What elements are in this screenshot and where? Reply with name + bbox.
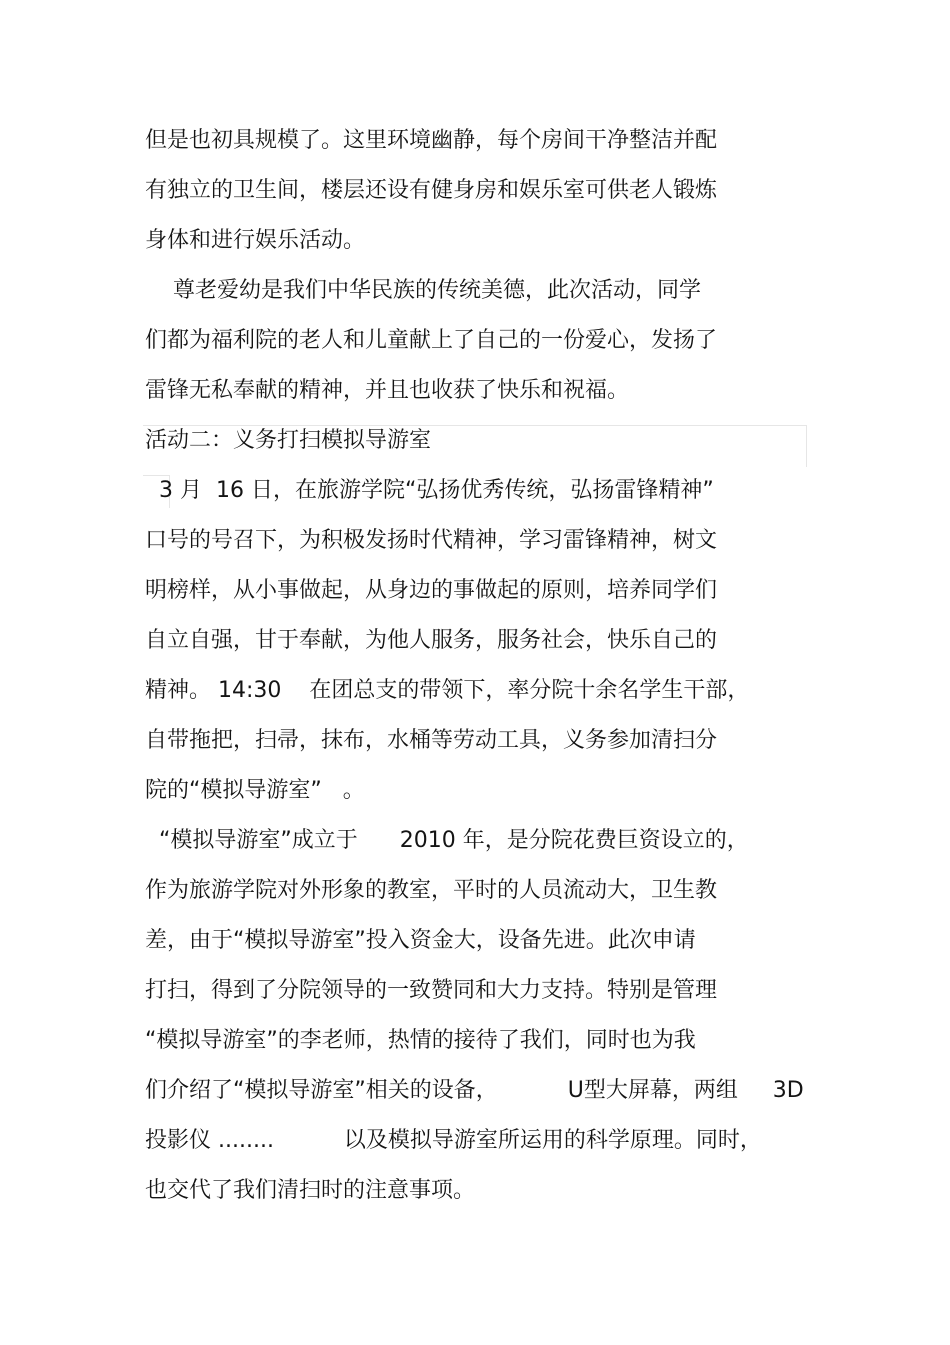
paragraph-4-line-6: 们介绍了“模拟导游室”相关的设备， U型大屏幕，两组 3D	[145, 1078, 804, 1103]
paragraph-2-line-1: 尊老爱幼是我们中华民族的传统美德，此次活动，同学	[145, 278, 701, 303]
paragraph-2-line-2: 们都为福利院的老人和儿童献上了自己的一份爱心，发扬了	[145, 328, 718, 353]
paragraph-4-line-5: “模拟导游室”的李老师，热情的接待了我们，同时也为我	[145, 1028, 696, 1053]
paragraph-3-line-2: 口号的号召下，为积极发扬时代精神，学习雷锋精神，树文	[145, 528, 718, 553]
section-heading: 活动二：义务打扫模拟导游室	[145, 428, 432, 453]
paragraph-4-line-1: “模拟导游室”成立于 2010 年，是分院花费巨资设立的，	[145, 828, 749, 853]
paragraph-3-line-1: 3 月 16 日，在旅游学院“弘扬优秀传统，弘扬雷锋精神”	[145, 478, 714, 503]
paragraph-4-line-4: 打扫，得到了分院领导的一致赞同和大力支持。特别是管理	[145, 978, 718, 1003]
paragraph-3-line-3: 明榜样，从小事做起，从身边的事做起的原则，培养同学们	[145, 578, 718, 603]
paragraph-3-line-6: 自带拖把，扫帚，抹布，水桶等劳动工具，义务参加清扫分	[145, 728, 718, 753]
paragraph-1-line-2: 有独立的卫生间，楼层还设有健身房和娱乐室可供老人锻炼	[145, 178, 718, 203]
paragraph-2-line-3: 雷锋无私奉献的精神，并且也收获了快乐和祝福。	[145, 378, 630, 403]
paragraph-4-line-8: 也交代了我们清扫时的注意事项。	[145, 1178, 476, 1203]
paragraph-4-line-3: 差，由于“模拟导游室”投入资金大，设备先进。此次申请	[145, 928, 696, 953]
paragraph-1-line-1: 但是也初具规模了。这里环境幽静，每个房间干净整洁并配	[145, 128, 718, 153]
paragraph-3-line-4: 自立自强，甘于奉献，为他人服务，服务社会，快乐自己的	[145, 628, 718, 653]
paragraph-4-line-7: 投影仪 ........ 以及模拟导游室所运用的科学原理。同时，	[145, 1128, 762, 1153]
paragraph-3-line-7: 院的“模拟导游室” 。	[145, 778, 365, 803]
paragraph-3-line-5: 精神。 14:30 在团总支的带领下，率分院十余名学生干部，	[145, 678, 750, 703]
paragraph-1-line-3: 身体和进行娱乐活动。	[145, 228, 366, 253]
paragraph-4-line-2: 作为旅游学院对外形象的教室，平时的人员流动大，卫生教	[145, 878, 718, 903]
